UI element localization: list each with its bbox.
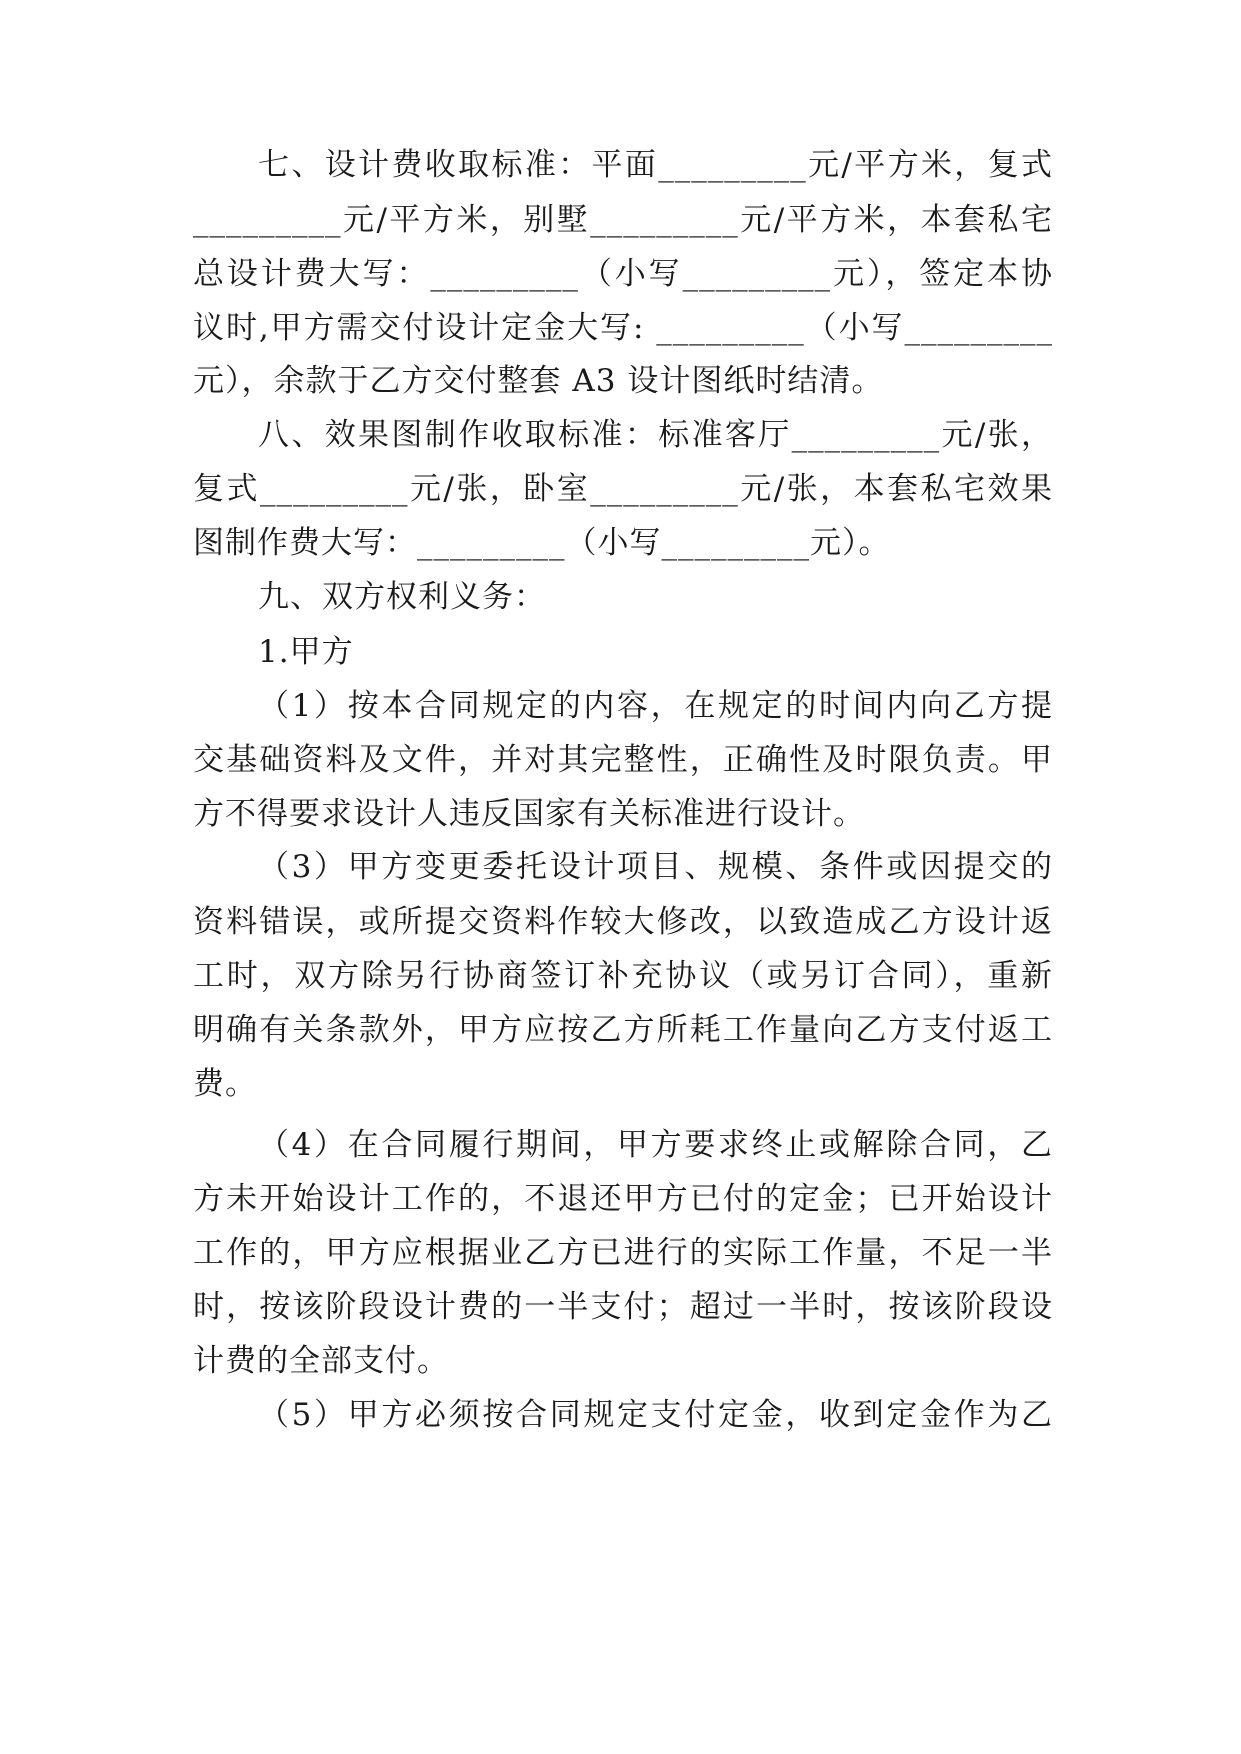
item-1-line-3: 方不得要求设计人违反国家有关标准进行设计。 [193,796,865,832]
clause-8-line-3: 图制作费大写：_________（小写_________元）。 [193,525,891,561]
item-3-line-3: 工时，双方除另行协商签订补充协议（或另订合同），重新 [193,958,1053,994]
item-4-line-4: 时，按该阶段设计费的一半支付；超过一半时，按该阶段设 [193,1289,1053,1325]
clause-7-line-3: 总设计费大写：_________（小写_________元），签定本协 [193,256,1053,292]
item-1-line-1: （1）按本合同规定的内容，在规定的时间内向乙方提 [258,688,1053,724]
clause-7-line-1: 七、设计费收取标准：平面_________元/平方米，复式 [258,147,1053,183]
item-1-line-2: 交基础资料及文件，并对其完整性，正确性及时限负责。甲 [193,742,1053,778]
clause-8-line-1: 八、效果图制作收取标准：标准客厅_________元/张， [258,417,1053,453]
item-3-line-2: 资料错误，或所提交资料作较大修改，以致造成乙方设计返 [193,904,1053,940]
item-3-line-5: 费。 [193,1066,257,1102]
item-4-line-5: 计费的全部支付。 [193,1343,449,1379]
clause-7-line-2: _________元/平方米，别墅_________元/平方米，本套私宅 [193,202,1053,238]
item-3-line-1: （3）甲方变更委托设计项目、规模、条件或因提交的 [258,849,1053,885]
item-4-line-2: 方未开始设计工作的，不退还甲方已付的定金；已开始设计 [193,1181,1053,1217]
clause-9-heading: 九、双方权利义务： [258,579,546,615]
item-5-line-1: （5）甲方必须按合同规定支付定金，收到定金作为乙 [258,1397,1053,1433]
item-4-line-1: （4）在合同履行期间，甲方要求终止或解除合同，乙 [258,1127,1053,1163]
party-a-heading: 1.甲方 [258,634,354,670]
clause-7-line-5: 元），余款于乙方交付整套 A3 设计图纸时结清。 [193,363,884,399]
item-3-line-4: 明确有关条款外，甲方应按乙方所耗工作量向乙方支付返工 [193,1012,1053,1048]
clause-7-line-4: 议时,甲方需交付设计定金大写: _________（小写_________ [193,310,1053,346]
clause-8-line-2: 复式_________元/张，卧室_________元/张，本套私宅效果 [193,471,1053,507]
item-4-line-3: 工作的，甲方应根据业乙方已进行的实际工作量，不足一半 [193,1235,1053,1271]
